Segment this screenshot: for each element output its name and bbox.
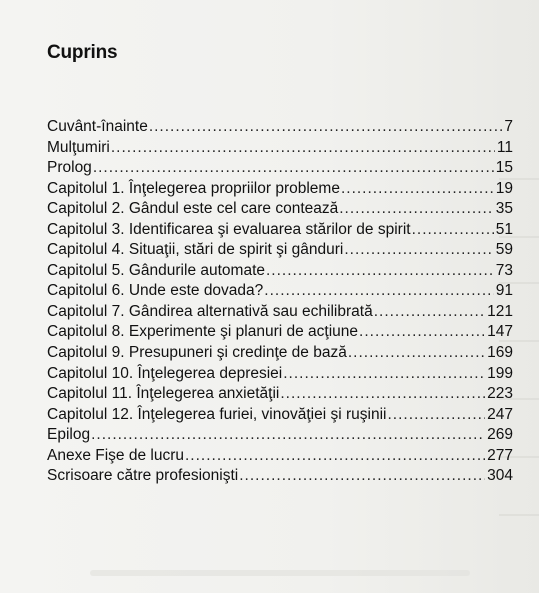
toc-entry (47, 343, 513, 364)
dot-leader (91, 425, 485, 445)
toc-entry-title: Capitolul 6. Unde este dovada? (47, 282, 264, 300)
toc-entry-title: Scrisoare către profesionişti (47, 467, 239, 485)
toc-entry-page-number: 91 (495, 282, 513, 300)
dot-leader (239, 466, 485, 486)
toc-entry-page-number: 169 (487, 344, 513, 362)
toc-entry (47, 117, 513, 138)
toc-entry-title: Capitolul 4. Situaţii, stări de spirit şi gânduri (47, 241, 344, 259)
toc-entry-page-number: 51 (495, 220, 513, 238)
bleed-through-smudge (90, 570, 470, 576)
toc-entry-page-number: 35 (495, 200, 513, 218)
toc-entry (47, 199, 513, 220)
toc-entry-page-number: 277 (487, 446, 513, 464)
toc-entry (47, 281, 513, 302)
toc-entry-title: Capitolul 11. Înţelegerea anxietăţii (47, 385, 280, 403)
page-title: Cuprins (47, 42, 118, 63)
dot-leader (387, 405, 485, 425)
toc-entry-title: Capitolul 3. Identificarea şi evaluarea stărilor de spirit (47, 220, 411, 238)
toc-entry (47, 261, 513, 282)
toc-entry-title: Capitolul 7. Gândirea alternativă sau echilibrată (47, 302, 373, 320)
toc-entry (47, 179, 513, 200)
toc-entry-title: Anexe Fişe de lucru (47, 446, 184, 464)
toc-entry (47, 302, 513, 323)
bleed-through-mark (499, 514, 539, 516)
toc-entry-title: Epilog (47, 426, 91, 444)
toc-entry-page-number: 269 (487, 426, 513, 444)
toc-entry-title: Capitolul 1. Înţelegerea propriilor probleme (47, 179, 340, 197)
toc-entry (47, 405, 513, 426)
toc-entry-title: Mulţumiri (47, 138, 110, 156)
dot-leader (339, 199, 494, 219)
table-of-contents (47, 117, 513, 487)
toc-entry-title: Capitolul 12. Înţelegerea furiei, vinovăţiei şi ruşinii (47, 405, 387, 423)
toc-entry-page-number: 7 (504, 118, 513, 135)
toc-entry (47, 425, 513, 446)
dot-leader (374, 302, 485, 322)
dot-leader (280, 384, 485, 404)
toc-entry-page-number: 73 (495, 261, 513, 279)
dot-leader (264, 281, 493, 301)
toc-entry (47, 158, 513, 179)
dot-leader (348, 343, 485, 363)
toc-entry-title: Capitolul 9. Presupuneri şi credinţe de bază (47, 344, 347, 362)
toc-entry (47, 322, 513, 343)
dot-leader (344, 240, 493, 260)
toc-entry-page-number: 11 (496, 138, 513, 156)
toc-entry-page-number: 19 (495, 179, 513, 197)
toc-entry-page-number: 59 (495, 241, 513, 259)
toc-entry (47, 466, 513, 487)
dot-leader (93, 158, 494, 178)
toc-entry-title: Capitolul 10. Înţelegerea depresiei (47, 364, 283, 382)
dot-leader (412, 220, 494, 240)
toc-entry-page-number: 304 (487, 467, 513, 485)
toc-entry-title: Capitolul 5. Gândurile automate (47, 261, 265, 279)
toc-entry (47, 364, 513, 385)
toc-entry-page-number: 223 (487, 385, 513, 403)
dot-leader (185, 446, 485, 466)
toc-entry-title: Cuvânt-înainte (47, 118, 148, 135)
toc-entry-title: Capitolul 8. Experimente şi planuri de acţiune (47, 323, 359, 341)
dot-leader (283, 364, 485, 384)
toc-entry (47, 240, 513, 261)
dot-leader (149, 117, 503, 137)
toc-entry-page-number: 147 (487, 323, 513, 341)
toc-entry-page-number: 121 (487, 302, 513, 320)
dot-leader (359, 322, 485, 342)
toc-entry-title: Capitolul 2. Gândul este cel care contează (47, 200, 339, 218)
dot-leader (266, 261, 494, 281)
dot-leader (341, 179, 494, 199)
toc-entry-title: Prolog (47, 159, 92, 177)
toc-entry-page-number: 15 (495, 159, 513, 177)
toc-entry (47, 446, 513, 467)
toc-entry-page-number: 199 (487, 364, 513, 382)
toc-entry (47, 138, 513, 159)
dot-leader (111, 138, 495, 158)
toc-entry-page-number: 247 (487, 405, 513, 423)
toc-entry (47, 220, 513, 241)
toc-entry (47, 384, 513, 405)
